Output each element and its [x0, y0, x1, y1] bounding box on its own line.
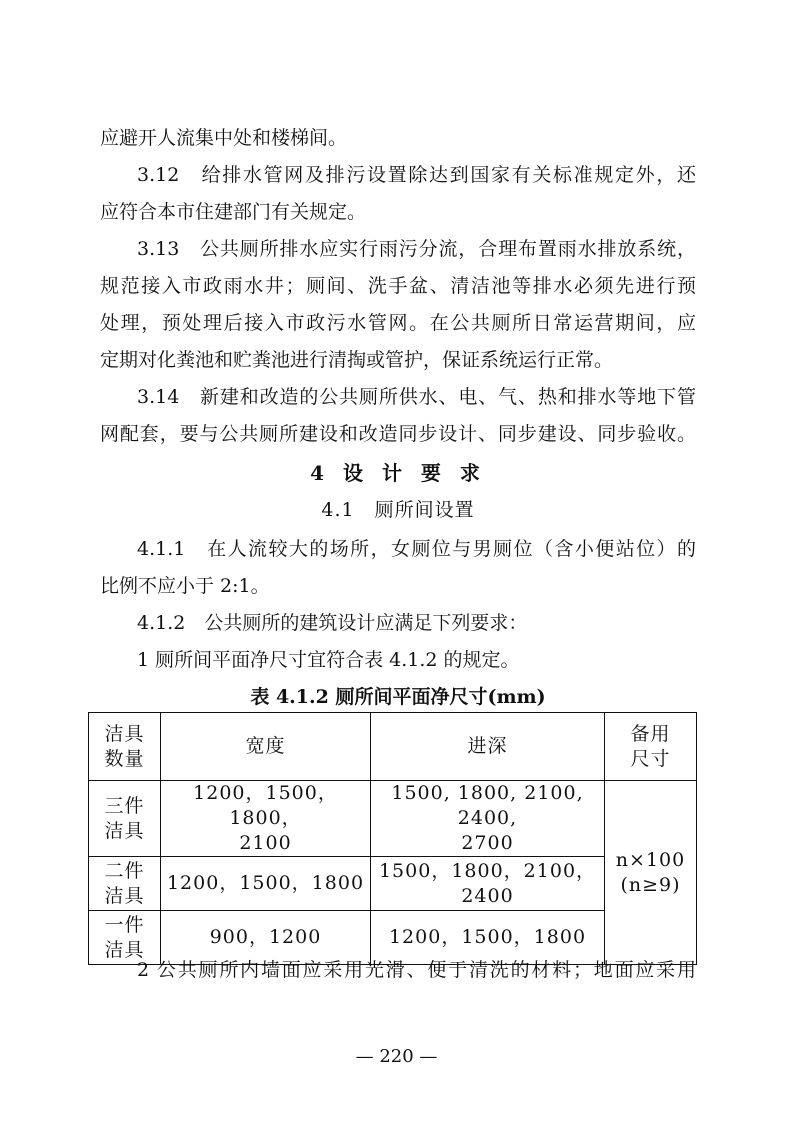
cell-fixtures: 三件 洁具	[89, 781, 161, 857]
clause-4-1-1-line: 比例不应小于 2:1。	[100, 575, 270, 597]
header-depth: 进深	[371, 713, 605, 781]
table-row	[89, 781, 697, 857]
clause-3-13-line: 处理，预处理后接入市政污水管网。在公共厕所日常运营期间，应	[100, 312, 696, 334]
cell-depth: 1500, 1800, 2100, 2400, 2700	[371, 781, 605, 857]
clause-3-12-line: 3.12 给排水管网及排污设置除达到国家有关标准规定外，还	[137, 164, 696, 186]
header-spare: 备用 尺寸	[605, 713, 697, 781]
cell-fixtures: 二件 洁具	[89, 857, 161, 911]
cell-fixtures: 一件 洁具	[89, 911, 161, 965]
cell-width: 1200，1500，1800	[161, 857, 371, 911]
header-fixtures: 洁具 数量	[89, 713, 161, 781]
chapter-heading: 4 设 计 要 求	[310, 461, 486, 485]
clause-3-13-line: 3.13 公共厕所排水应实行雨污分流，合理布置雨水排放系统，	[137, 238, 696, 260]
table-header-row	[89, 713, 697, 781]
clause-4-1-1-line: 4.1.1 在人流较大的场所，女厕位与男厕位（含小便站位）的	[137, 538, 696, 560]
clause-4-1-2-line: 4.1.2 公共厕所的建筑设计应满足下列要求：	[137, 612, 528, 634]
cell-depth: 1500，1800，2100，2400	[371, 857, 605, 911]
paragraph-line: 应避开人流集中处和楼梯间。	[100, 127, 348, 149]
header-width: 宽度	[161, 713, 371, 781]
list-item-1: 1 厕所间平面净尺寸宜符合表 4.1.2 的规定。	[137, 649, 520, 671]
clause-3-14-line: 网配套，要与公共厕所建设和改造同步设计、同步建设、同步验收。	[100, 423, 696, 445]
table-caption: 表 4.1.2 厕所间平面净尺寸(mm)	[250, 686, 546, 708]
section-heading: 4.1 厕所间设置	[321, 499, 475, 521]
clause-3-13-line: 规范接入市政雨水井；厕间、洗手盆、清洁池等排水必须先进行预	[100, 275, 696, 297]
cell-width: 900，1200	[161, 911, 371, 965]
clause-3-12-line: 应符合本市住建部门有关规定。	[100, 201, 367, 223]
clause-3-13-line: 定期对化粪池和贮粪池进行清掏或管护，保证系统运行正常。	[100, 349, 614, 371]
cell-depth: 1200，1500，1800	[371, 911, 605, 965]
clause-3-14-line: 3.14 新建和改造的公共厕所供水、电、气、热和排水等地下管	[137, 386, 696, 408]
list-item-2: 2 公共厕所内墙面应采用光滑、便于清洗的材料；地面应采用	[137, 959, 696, 981]
cell-width: 1200，1500，1800， 2100	[161, 781, 371, 857]
cell-spare: n×100 (n≥9)	[605, 781, 697, 965]
dimensions-table	[88, 712, 697, 965]
page-number: — 220 —	[355, 1046, 438, 1067]
